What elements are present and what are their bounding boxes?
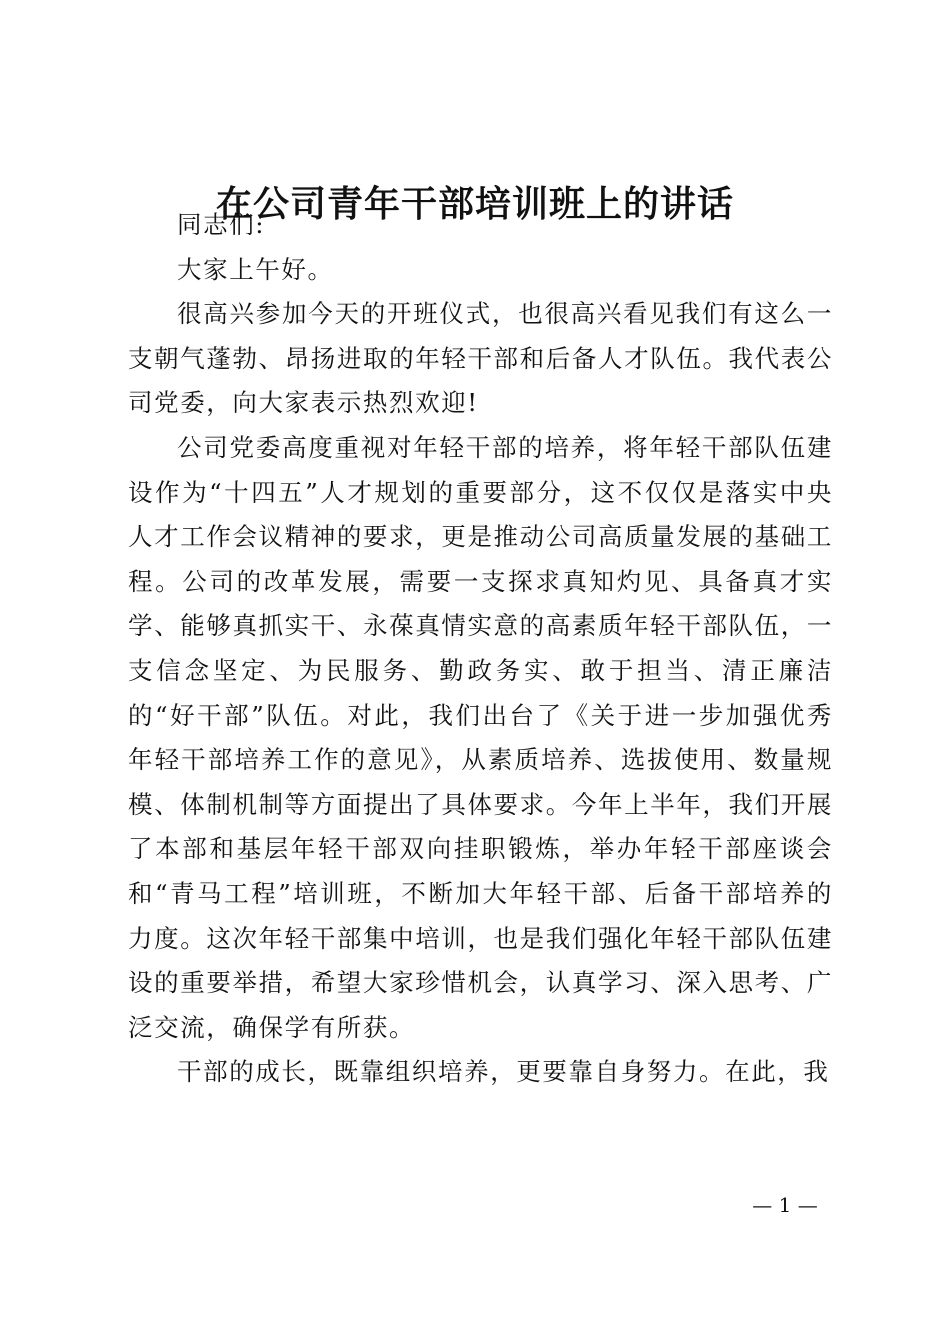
paragraph-greeting: 大家上午好。: [177, 254, 334, 284]
paragraph-welcome: 很高兴参加今天的开班仪式，也很高兴看见我们有这么一支朝气蓬勃、昂扬进取的年轻干部和后备人才队伍。我代表公司党委，向大家表示热烈欢迎!: [128, 299, 833, 418]
paragraph-salutation: 同志们:: [177, 210, 266, 239]
document-title: 在公司青年干部培训班上的讲话: [215, 183, 734, 225]
page-number: — 1 —: [752, 1193, 818, 1217]
paragraph-cadre-training: 公司党委高度重视对年轻干部的培养，将年轻干部队伍建设作为“十四五”人才规划的重要部分，这不仅仅是落实中央人才工作会议精神的要求，更是推动公司高质量发展的基础工程。公司的改革发展，需要一支探求真知灼见、具备真才实学、能够真抓实干、永葆真情实意的高素质年轻干部队伍，一支信念坚定、为民服务、勤政务实、敢于担当、清正廉洁的“好干部”队伍。对此，我们出台了《关于进一步加强优秀年轻干部培养工作的意见》，从素质培养、选拔使用、数量规模、体制机制等方面提出了具体要求。今年上半年，我们开展了本部和基层年轻干部双向挂职锻炼，举办年轻干部座谈会和“青马工程”培训班，不断加大年轻干部、后备干部培养的力度。这次年轻干部集中培训，也是我们强化年轻干部队伍建设的重要举措，希望大家珍惜机会，认真学习、深入思考、广泛交流，确保学有所获。: [128, 432, 833, 1042]
document-body: [128, 203, 833, 1095]
paragraph-self-effort: 干部的成长，既靠组织培养，更要靠自身努力。在此，我: [177, 1057, 830, 1087]
